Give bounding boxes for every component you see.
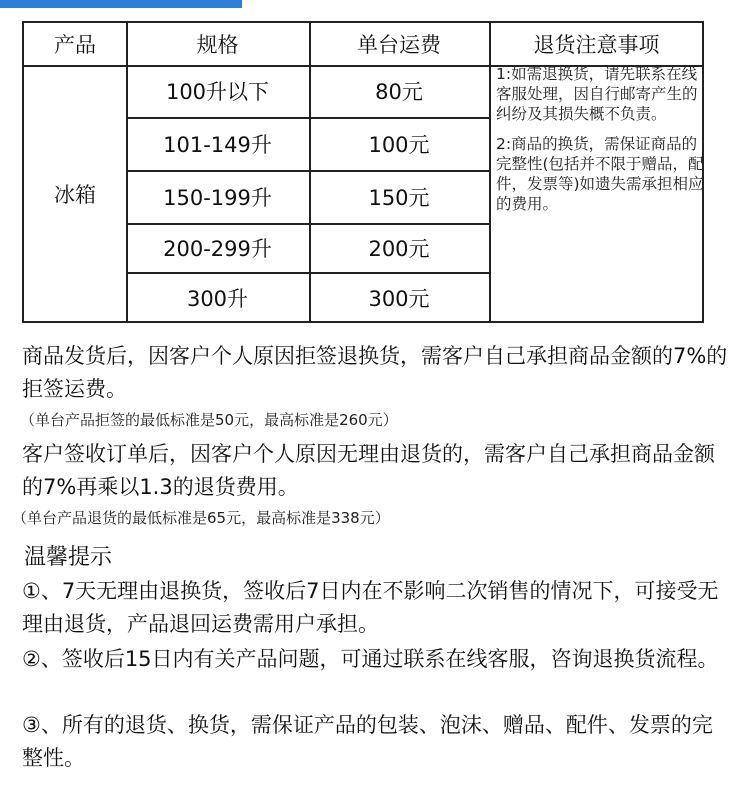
row-spec: 300升: [186, 286, 249, 311]
return-policy: 客户签收订单后，因客户个人原因无理由退货的，需客户自己承担商品金额的7%再乘以1.3的退货费用。: [22, 442, 715, 499]
table-divider: [489, 23, 491, 321]
row-spec: 200-299升: [163, 236, 272, 261]
return-note: （单台产品退货的最低标准是65元，最高标准是338元）: [12, 509, 390, 527]
header-fee: 单台运费: [357, 33, 441, 57]
row-fee: 200元: [368, 236, 430, 261]
reject-note: （单台产品拒签的最低标准是50元，最高标准是260元）: [20, 411, 398, 429]
header-spec: 规格: [196, 33, 239, 57]
header-notes: 退货注意事项: [533, 33, 660, 57]
row-fee: 80元: [375, 80, 423, 104]
header-product: 产品: [54, 33, 96, 57]
tip-item: ①、7天无理由退换货，签收后7日内在不影响二次销售的情况下，可接受无理由退货，产品退回运费需用户承担。: [22, 579, 719, 636]
tip-item: ②、签收后15日内有关产品问题，可通过联系在线客服，咨询退换货流程。: [22, 647, 719, 671]
return-notes: [496, 64, 706, 224]
row-fee: 150元: [368, 185, 430, 210]
note-item: 2:商品的换货，需保证商品的完整性(包括并不限于赠品，配件，发票等)如遗失需承担相应的费用。: [496, 135, 704, 213]
row-spec: 150-199升: [163, 185, 272, 210]
row-fee: 100元: [368, 132, 430, 157]
top-accent-bar: [0, 0, 242, 8]
row-fee: 300元: [368, 286, 430, 311]
row-spec: 101-149升: [163, 132, 272, 157]
tip-item: ③、所有的退货、换货，需保证产品的包装、泡沫、赠品、配件、发票的完整性。: [22, 713, 713, 770]
note-item: 1:如需退换货，请先联系在线客服处理，因自行邮寄产生的纠纷及其损失概不负责。: [496, 65, 698, 123]
reject-policy: 商品发货后，因客户个人原因拒签退换货，需客户自己承担商品金额的7%的拒签运费。: [22, 344, 728, 401]
row-spec: 100升以下: [165, 80, 270, 104]
tips-title: 温馨提示: [24, 545, 113, 570]
product-name: 冰箱: [54, 183, 96, 207]
